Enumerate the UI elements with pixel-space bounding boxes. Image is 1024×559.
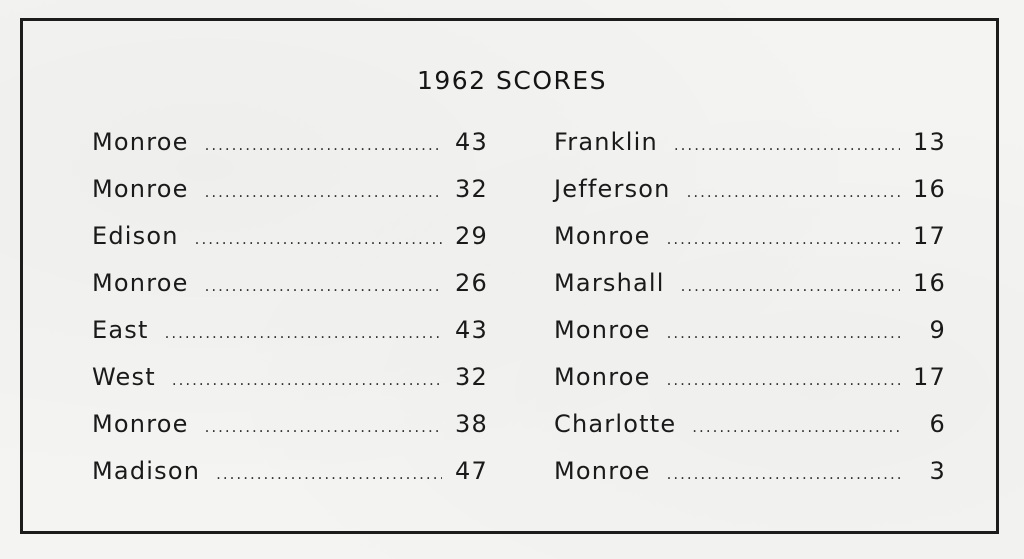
team-score: 26 [455,269,488,297]
team-score: 17 [913,363,946,391]
score-row [554,363,946,410]
team-name: Franklin [554,128,658,156]
team-name: Jefferson [554,175,671,203]
score-row [92,410,488,457]
team-score: 32 [455,175,488,203]
dot-leader [216,467,442,482]
team-name: Monroe [92,410,189,438]
dot-leader [667,467,900,482]
team-name: West [92,363,156,391]
dot-leader [667,232,900,247]
dot-leader [681,279,900,294]
score-row [554,128,946,175]
team-score: 32 [455,363,488,391]
left-scores-column [92,128,488,504]
team-score: 16 [913,175,946,203]
dot-leader [692,420,900,435]
team-name: Monroe [554,222,651,250]
team-name: Charlotte [554,410,677,438]
team-name: Monroe [554,363,651,391]
dot-leader [205,279,442,294]
team-name: Madison [92,457,201,485]
team-score: 38 [455,410,488,438]
dot-leader [195,232,442,247]
dot-leader [165,326,442,341]
team-name: East [92,316,149,344]
team-name: Monroe [92,128,189,156]
team-score: 13 [913,128,946,156]
score-row [554,222,946,269]
score-row [92,363,488,410]
team-score: 29 [455,222,488,250]
dot-leader [674,138,900,153]
team-score: 3 [929,457,946,485]
score-row [92,128,488,175]
dot-leader [172,373,442,388]
dot-leader [667,373,900,388]
dot-leader [667,326,900,341]
team-score: 17 [913,222,946,250]
team-score: 6 [929,410,946,438]
team-score: 43 [455,316,488,344]
score-row [92,222,488,269]
team-name: Edison [92,222,179,250]
score-row [554,269,946,316]
score-row [92,316,488,363]
score-row [554,316,946,363]
dot-leader [687,185,900,200]
team-score: 9 [929,316,946,344]
team-score: 43 [455,128,488,156]
dot-leader [205,185,442,200]
score-row [554,457,946,504]
dot-leader [205,420,442,435]
team-name: Monroe [92,175,189,203]
score-row [554,175,946,222]
dot-leader [205,138,442,153]
team-name: Monroe [554,457,651,485]
score-row [92,175,488,222]
score-row [92,457,488,504]
team-score: 16 [913,269,946,297]
page-title: 1962 SCORES [416,66,608,95]
right-scores-column [554,128,946,504]
score-row [554,410,946,457]
score-row [92,269,488,316]
team-name: Monroe [92,269,189,297]
team-score: 47 [455,457,488,485]
team-name: Marshall [554,269,665,297]
team-name: Monroe [554,316,651,344]
